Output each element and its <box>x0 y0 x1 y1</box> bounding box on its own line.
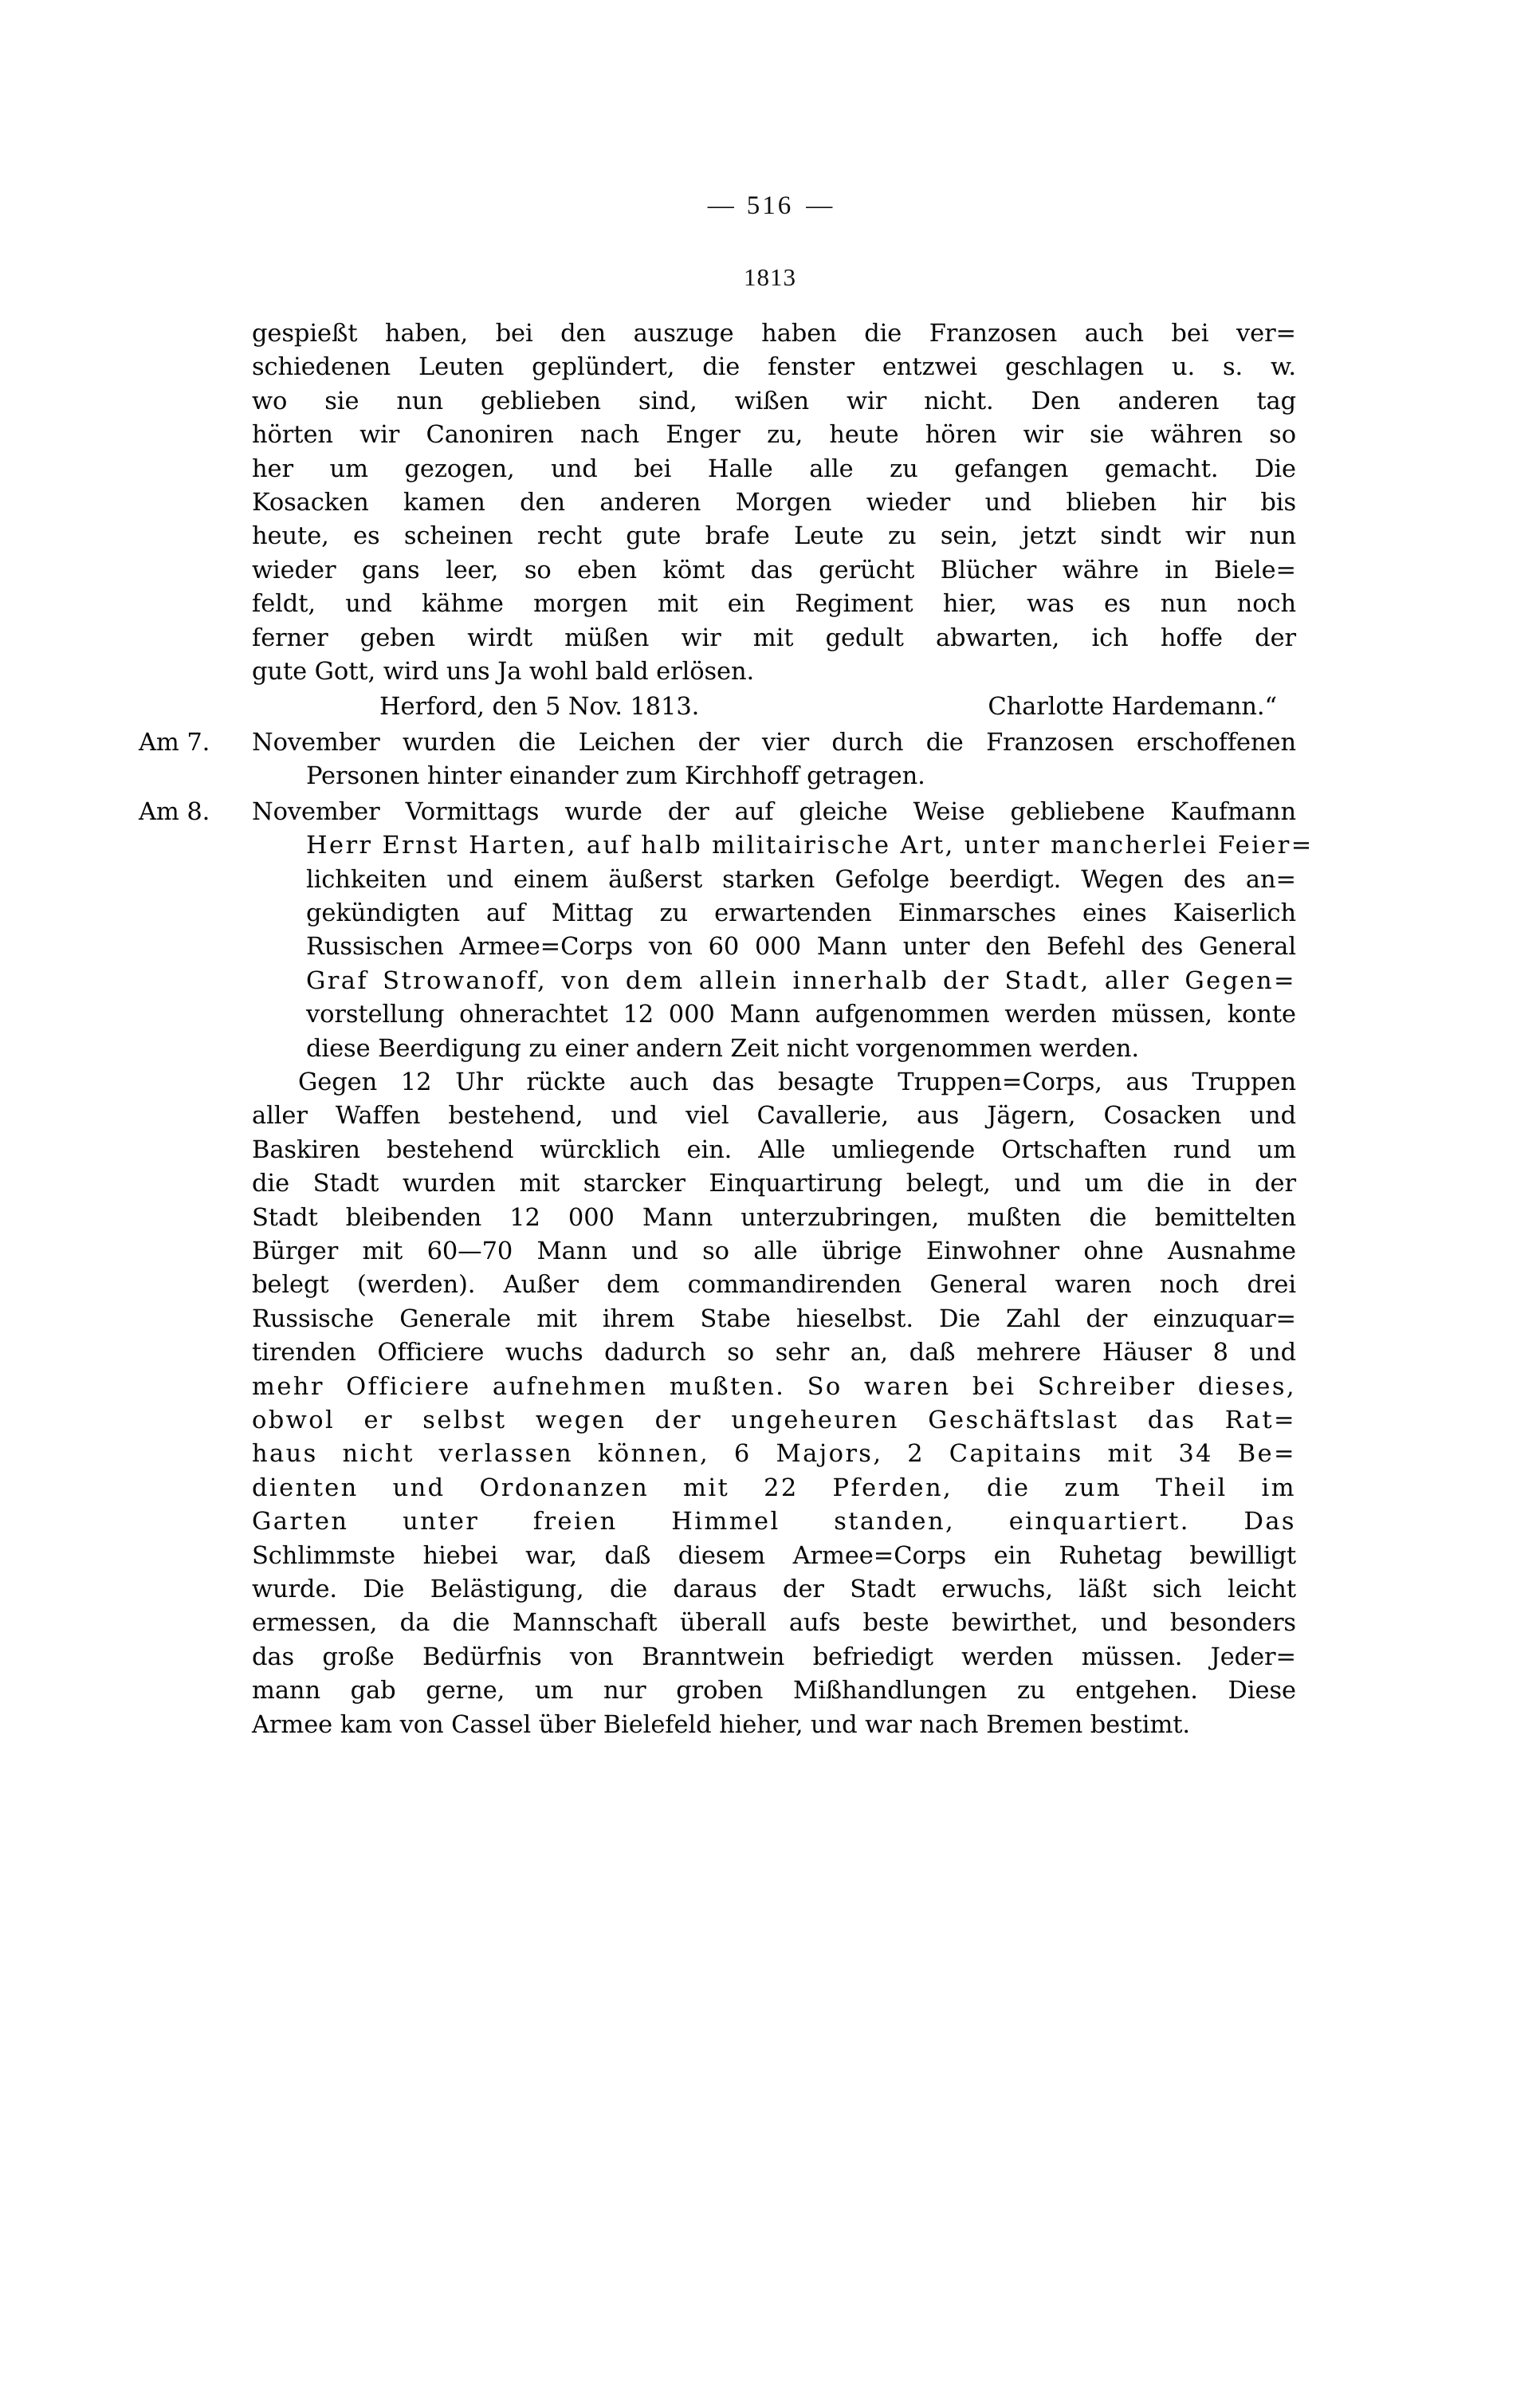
folio-line <box>0 191 1540 221</box>
paragraph-line: Baskiren bestehend würcklich ein. Alle umliegende Ortschaften rund um <box>252 1135 1296 1164</box>
paragraph-line: wurde. Die Belästigung, die daraus der Stadt erwuchs, läßt sich leicht <box>252 1576 1296 1604</box>
entry-line-emphasis: Graf Strowanoff, von dem allein innerhalb der Stadt, aller Gegen= <box>306 966 1296 995</box>
letter-line: wieder gans leer, so eben kömt das gerücht Blücher währe in Biele= <box>252 556 1296 584</box>
entry-november-7 <box>139 726 1296 794</box>
paragraph-line: ermessen, da die Mannschaft überall aufs beste bewirthet, und besonders <box>252 1609 1296 1638</box>
entry-line: Russischen Armee=Corps von 60 000 Mann unter den Befehl des General <box>306 933 1296 962</box>
entry-line: diese Beerdigung zu einer andern Zeit nicht vorgenommen werden. <box>306 1034 1139 1063</box>
entry-line: vorstellung ohnerachtet 12 000 Mann aufgenommen werden müssen, konte <box>306 1001 1296 1029</box>
letter-signature-line <box>252 690 1296 724</box>
letter-line: her um gezogen, und bei Halle alle zu gefangen gemacht. Die <box>252 454 1296 483</box>
entry-line-emphasis: Herr Ernst Harten, auf halb militairische Art, unter mancherlei Feier= <box>306 832 1314 860</box>
entry-line: gekündigten auf Mittag zu erwartenden Einmarsches eines Kaiserlich <box>306 899 1296 927</box>
entry-november-8 <box>139 796 1314 1066</box>
entry-line: Personen hinter einander zum Kirchhoff getragen. <box>306 762 925 791</box>
letter-line: wo sie nun geblieben sind, wißen wir nicht. Den anderen tag <box>252 387 1296 415</box>
folio-dash-left: — <box>707 191 734 220</box>
letter-line: feldt, und kähme morgen mit ein Regiment hier, was es nun noch <box>252 590 1296 619</box>
letter-line: heute, es scheinen recht gute brafe Leute zu sein, jetzt sindt wir nun <box>252 522 1296 551</box>
paragraph-line: die Stadt wurden mit starcker Einquartirung belegt, und um die in der <box>252 1170 1296 1198</box>
paragraph-line: belegt (werden). Außer dem commandirenden General waren noch drei <box>252 1271 1296 1300</box>
entry-line: November wurden die Leichen der vier durch die Franzosen erschoffenen <box>252 728 1296 757</box>
letter-date-place: Herford, den 5 Nov. 1813. <box>379 693 700 722</box>
paragraph-line: Bürger mit 60—70 Mann und so alle übrige Einwohner ohne Ausnahme <box>252 1237 1296 1265</box>
letter-line: Kosacken kamen den anderen Morgen wieder und blieben hir bis <box>252 489 1296 517</box>
paragraph-line: das große Bedürfnis von Branntwein befriedigt werden müssen. Jeder= <box>252 1643 1296 1671</box>
letter-line: ferner geben wirdt müßen wir mit gedult abwarten, ich hoffe der <box>252 624 1296 652</box>
paragraph-line: Armee kam von Cassel über Bielefeld hieher, und war nach Bremen bestimt. <box>252 1710 1191 1739</box>
paragraph-line-emphasis: Garten unter freien Himmel standen, einquartiert. Das <box>252 1508 1296 1536</box>
folio-dash-right: — <box>806 191 833 220</box>
letter-line: schiedenen Leuten geplündert, die fenster entzwei geschlagen u. s. w. <box>252 353 1296 382</box>
paragraph-line: Gegen 12 Uhr rückte auch das besagte Truppen=Corps, aus Truppen <box>298 1068 1296 1096</box>
paragraph-line-emphasis: obwol er selbst wegen der ungeheuren Geschäftslast das Rat= <box>252 1406 1296 1434</box>
paragraph-line-emphasis: dienten und Ordonanzen mit 22 Pferden, die zum Theil im <box>252 1473 1296 1502</box>
paragraph-line-emphasis: haus nicht verlassen können, 6 Majors, 2 Capitains mit 34 Be= <box>252 1440 1296 1469</box>
entry-line: November Vormittags wurde der auf gleiche Weise gebliebene Kaufmann <box>252 797 1296 826</box>
entry-body <box>252 726 1296 794</box>
paragraph-line: Schlimmste hiebei war, daß diesem Armee=Corps ein Ruhetag bewilligt <box>252 1541 1296 1570</box>
letter-signature: Charlotte Hardemann.“ <box>988 693 1277 722</box>
paragraph-line-emphasis: mehr Officiere aufnehmen mußten. So waren bei Schreiber dieses, <box>252 1372 1296 1401</box>
paragraph-troop-march <box>252 1066 1296 1742</box>
letter-line: gute Gott, wird uns Ja wohl bald erlösen. <box>252 658 755 687</box>
quoted-letter <box>252 317 1296 689</box>
folio-number: 516 <box>746 191 794 220</box>
paragraph-line: Russische Generale mit ihrem Stabe hieselbst. Die Zahl der einzuquar= <box>252 1304 1296 1333</box>
letter-line: hörten wir Canoniren nach Enger zu, heute hören wir sie währen so <box>252 421 1296 450</box>
paragraph-line: Stadt bleibenden 12 000 Mann unterzubringen, mußten die bemittelten <box>252 1203 1296 1232</box>
paragraph-line: aller Waffen bestehend, und viel Cavallerie, aus Jägern, Cosacken und <box>252 1102 1296 1131</box>
entry-marker: Am 7. <box>139 728 210 757</box>
year-heading: 1813 <box>744 263 796 291</box>
letter-line: gespießt haben, bei den auszuge haben die Franzosen auch bei ver= <box>252 320 1296 348</box>
entry-marker: Am 8. <box>139 797 210 826</box>
entry-line: lichkeiten und einem äußerst starken Gefolge beerdigt. Wegen des an= <box>306 865 1296 894</box>
paragraph-line: mann gab gerne, um nur groben Mißhandlungen zu entgehen. Diese <box>252 1677 1296 1705</box>
entry-body <box>252 796 1314 1066</box>
paragraph-line: tirenden Officiere wuchs dadurch so sehr an, daß mehrere Häuser 8 und <box>252 1339 1296 1367</box>
body-text-block <box>139 317 1314 1742</box>
